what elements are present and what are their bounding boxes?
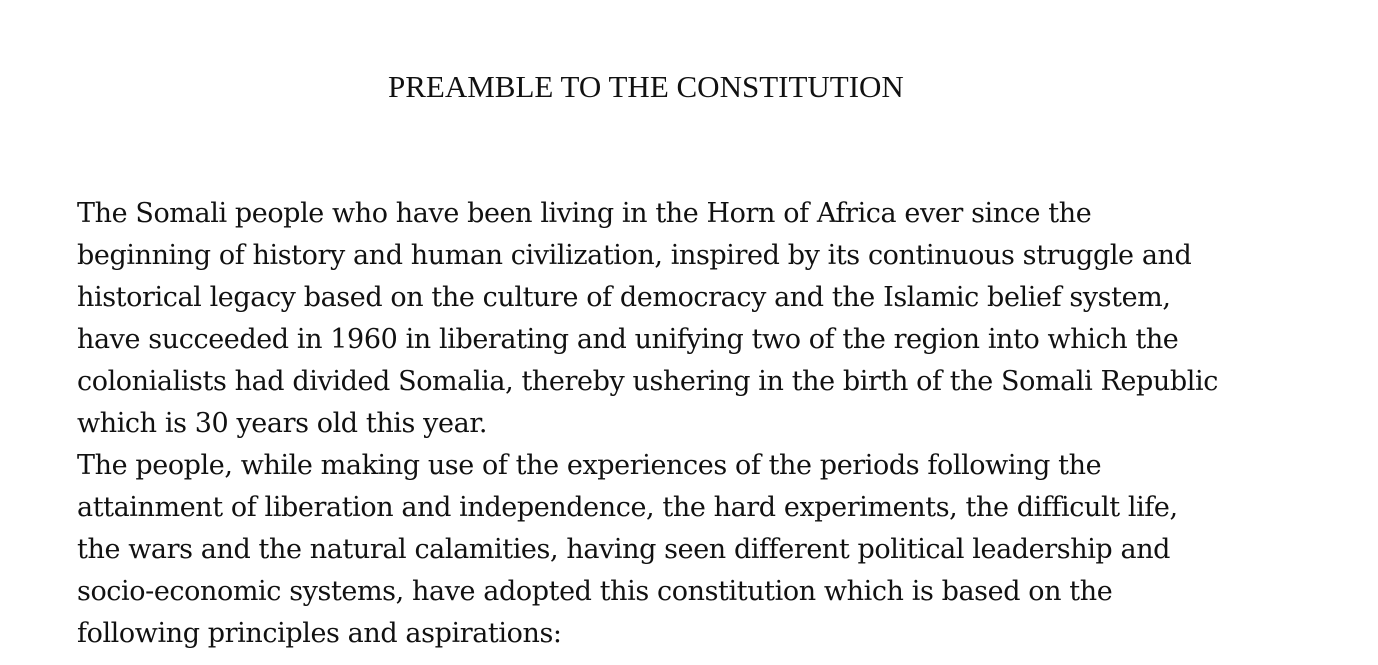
- text-line: have succeeded in 1960 in liberating and unifying two of the region into which the: [77, 324, 1179, 355]
- text-line: following principles and aspirations:: [77, 618, 562, 649]
- text-line: the wars and the natural calamities, having seen different political leadership and: [77, 534, 1171, 565]
- page-title: PREAMBLE TO THE CONSTITUTION: [388, 69, 904, 104]
- text-line: attainment of liberation and independence, the hard experiments, the difficult life,: [77, 492, 1178, 523]
- text-line: The people, while making use of the experiences of the periods following the: [77, 450, 1102, 481]
- text-line: socio-economic systems, have adopted this constitution which is based on the: [77, 576, 1113, 607]
- text-line: which is 30 years old this year.: [77, 408, 488, 439]
- text-line: colonialists had divided Somalia, thereby ushering in the birth of the Somali Republic: [77, 366, 1218, 397]
- text-line: The Somali people who have been living in the Horn of Africa ever since the: [77, 198, 1092, 229]
- text-line: beginning of history and human civilization, inspired by its continuous struggle and: [77, 240, 1192, 271]
- text-line: historical legacy based on the culture of democracy and the Islamic belief system,: [77, 282, 1171, 313]
- preamble-body: [77, 193, 1337, 655]
- paragraph-1: [77, 193, 1337, 445]
- paragraph-2: [77, 445, 1337, 655]
